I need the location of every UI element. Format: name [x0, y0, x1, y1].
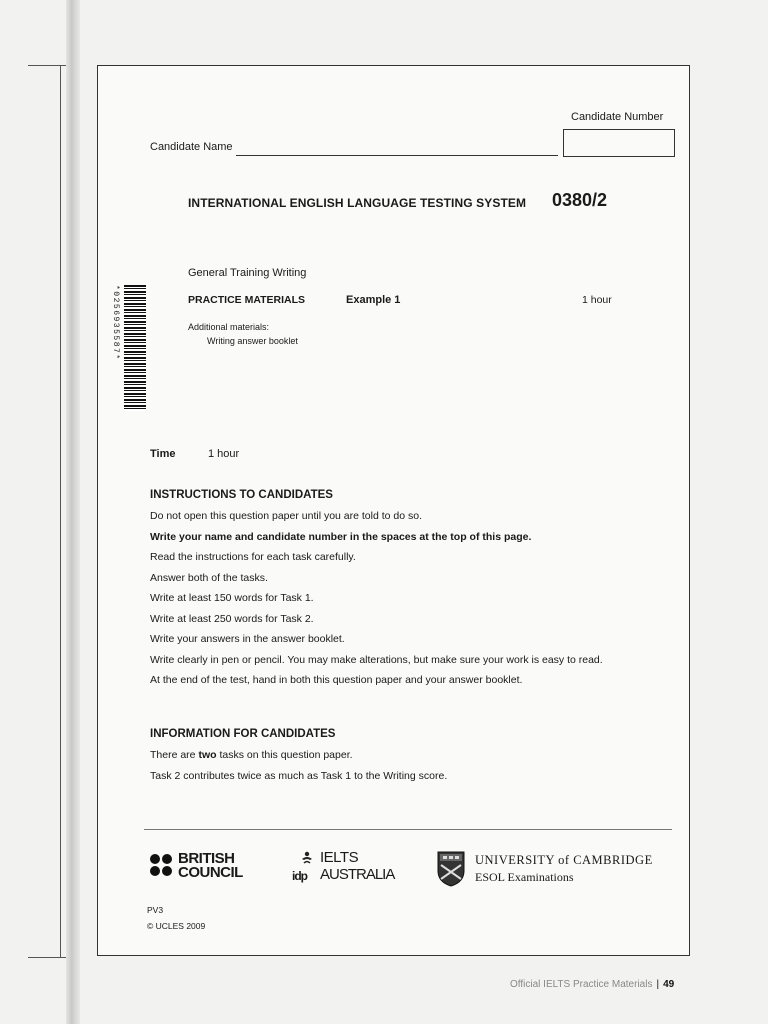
instruction-item: Write clearly in pen or pencil. You may make alterations, but make sure your work is easy to read.: [150, 653, 603, 666]
crop-mark-bottom: [28, 957, 66, 958]
instruction-item: Write at least 150 words for Task 1.: [150, 592, 314, 604]
instruction-item: Read the instructions for each task carefully.: [150, 551, 356, 563]
instruction-item: Write at least 250 words for Task 2.: [150, 612, 314, 625]
idp-ielts-australia-logo: [292, 849, 404, 887]
info-text: There are: [150, 749, 199, 761]
page-number: 49: [663, 979, 675, 990]
instructions-heading: INSTRUCTIONS TO CANDIDATES: [150, 489, 333, 501]
info-text: tasks on this question paper.: [216, 749, 353, 761]
ielts-text: IELTS: [320, 849, 359, 866]
exam-subtitle: General Training Writing: [188, 267, 307, 279]
cambridge-shield-icon: [437, 851, 465, 887]
australia-text: AUSTRALIA: [320, 866, 395, 883]
information-list: [150, 749, 640, 790]
time-value: 1 hour: [208, 448, 240, 460]
time-label: Time: [150, 448, 176, 460]
instruction-item: Answer both of the tasks.: [150, 571, 268, 584]
book-spine-shadow: [66, 0, 80, 1024]
exam-duration: 1 hour: [582, 294, 612, 306]
materials-type: PRACTICE MATERIALS: [188, 294, 306, 306]
cambridge-esol-text: ESOL Examinations: [475, 870, 574, 884]
british-council-dots-icon: [150, 854, 174, 878]
idp-text: idp: [292, 869, 307, 883]
candidate-number-box[interactable]: [563, 129, 675, 157]
footer-separator: |: [656, 979, 660, 990]
example-label: Example 1: [346, 294, 401, 306]
additional-materials-label: Additional materials:: [188, 322, 270, 332]
additional-materials-item: Writing answer booklet: [207, 336, 298, 346]
information-item: Task 2 contributes twice as much as Task 1 to the Writing score.: [150, 769, 448, 782]
candidate-number-label: Candidate Number: [571, 111, 664, 123]
crop-mark-vertical: [60, 65, 61, 958]
british-council-line2: COUNCIL: [178, 864, 243, 881]
instruction-item: Do not open this question paper until you are told to do so.: [150, 510, 423, 522]
info-emphasis: two: [198, 749, 217, 761]
page-footer: [510, 979, 674, 990]
exam-code: 0380/2: [552, 190, 608, 210]
instructions-list: [150, 510, 640, 695]
british-council-line1: BRITISH: [178, 850, 235, 867]
barcode-digits: *0256935587*: [111, 285, 120, 361]
cambridge-university-text: UNIVERSITY of CAMBRIDGE: [475, 853, 653, 867]
instruction-item: Write your answers in the answer booklet.: [150, 633, 345, 645]
divider: [144, 829, 672, 830]
instruction-item: At the end of the test, hand in both this question paper and your answer booklet.: [150, 674, 523, 686]
footer-text: Official IELTS Practice Materials: [510, 979, 653, 990]
paper-version: PV3: [147, 905, 164, 915]
candidate-name-line[interactable]: [236, 155, 558, 156]
idp-figure-icon: [300, 851, 314, 865]
information-heading: INFORMATION FOR CANDIDATES: [150, 728, 336, 740]
copyright: © UCLES 2009: [147, 921, 206, 931]
candidate-name-label: Candidate Name: [150, 141, 233, 153]
information-item: [150, 749, 640, 762]
british-council-logo: [150, 850, 243, 882]
instruction-item: Write your name and candidate number in the spaces at the top of this page.: [150, 530, 532, 543]
exam-title: INTERNATIONAL ENGLISH LANGUAGE TESTING SYSTEM: [188, 196, 527, 210]
cambridge-esol-logo: [437, 851, 677, 891]
barcode: [124, 285, 146, 411]
